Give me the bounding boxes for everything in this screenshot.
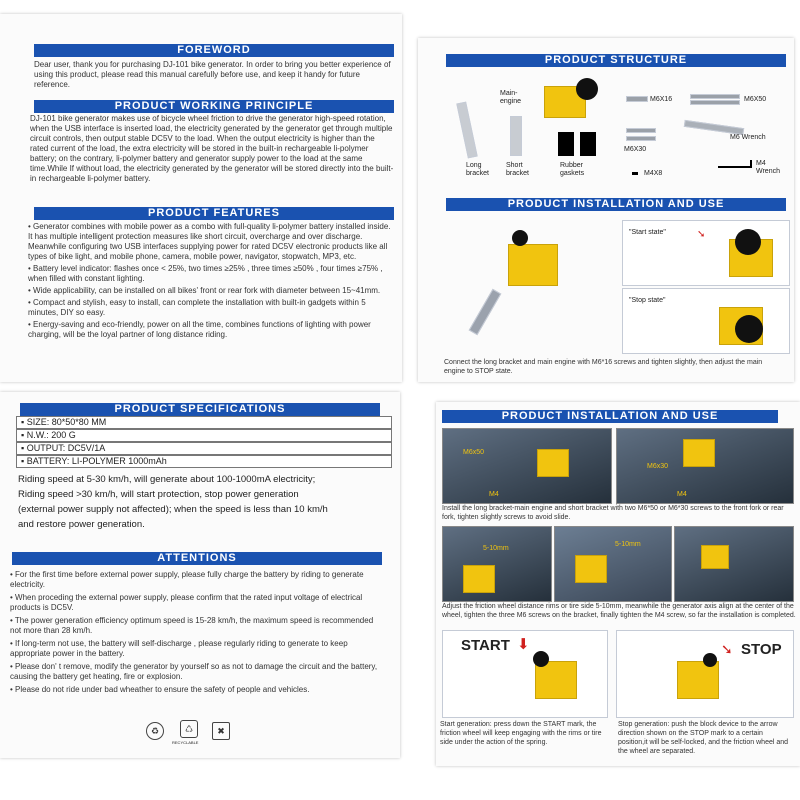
structure-header: PRODUCT STRUCTURE — [446, 54, 786, 67]
start-caption: Start generation: press down the START mark, the friction wheel will keep engaging with the rims or tire side under the action of the spring. — [440, 721, 602, 746]
start-state-label: "Start state" — [629, 229, 666, 236]
m6x30-screw-image — [626, 128, 656, 133]
main-engine-knob — [576, 78, 598, 100]
weee-bin-icon: ✖ — [212, 722, 230, 740]
engine-in-photo — [537, 449, 569, 477]
install2-caption1: Install the long bracket-main engine and short bracket with two M6*50 or M6*30 screws to the front fork or rear fork, tighten slightly screws to avoid slide. — [442, 505, 784, 521]
install1-header: PRODUCT INSTALLATION AND USE — [446, 198, 786, 211]
m6x30-label: M6X30 — [624, 146, 647, 153]
start-state-panel — [622, 220, 790, 286]
long-bracket-image — [456, 102, 477, 159]
install2-header: PRODUCT INSTALLATION AND USE — [442, 410, 778, 423]
long-bracket-label: Long bracket — [466, 162, 489, 177]
foreword-text: Dear user, thank you for purchasing DJ-101 bike generator. In order to bring you better experience of using this product, please read this manual carefully before use, and keep it handy for future reference. — [34, 60, 391, 89]
stop-caption: Stop generation: push the block device to the arrow direction shown on the STOP mark to a certain position,it will be self-locked, and the friction wheel and the wheel are separated. — [618, 721, 789, 755]
recyclable-icon: ♺ — [180, 720, 198, 738]
m6-wrench-image — [684, 120, 744, 135]
stop-knob — [703, 653, 717, 667]
m6x30-photo-label: M6x30 — [647, 463, 669, 470]
attention-item: • If long-term not use, the battery will self-discharge , please regularly riding to generate to keep appropriate power in the battery. — [10, 639, 348, 658]
features-list — [28, 222, 394, 340]
install-photo-4 — [554, 526, 672, 602]
install-photo-1 — [442, 428, 612, 504]
rubber-gaskets-label: Rubber gaskets — [560, 162, 585, 177]
stop-engine — [677, 661, 719, 699]
product-knob — [512, 230, 528, 246]
m4-wrench-image — [750, 160, 752, 168]
product-image — [508, 244, 558, 286]
feature-item: • Wide applicability, can be installed on all bikes' front or rear fork with diameter between 15~41mm. — [28, 286, 381, 295]
m6x16-screw-image — [626, 96, 648, 102]
install-photo-5 — [674, 526, 794, 602]
m6x50-screw-image — [690, 94, 740, 99]
left-bottom-sheet — [0, 392, 400, 758]
stop-right-arrow-icon: ➘ — [721, 641, 733, 657]
stop-state-label: "Stop state" — [629, 297, 666, 304]
stop-state-panel — [622, 288, 790, 354]
feature-item: • Energy-saving and eco-friendly, power on all the time, combines functions of lighting with power charging, will be the loyal partner of long distance riding. — [28, 320, 371, 339]
specs-header: PRODUCT SPECIFICATIONS — [20, 403, 380, 416]
mm-photo-label: 5-10mm — [483, 545, 509, 552]
engine-in-photo — [701, 545, 729, 569]
install-photo-2 — [616, 428, 794, 504]
stop-panel — [616, 630, 794, 718]
attention-item: • For the first time before external power supply, please fully charge the battery by riding to generate electricity. — [10, 570, 364, 589]
start-down-arrow-icon: ⬇ — [517, 636, 530, 653]
m4x8-label: M4X8 — [644, 170, 663, 177]
engine-in-photo — [575, 555, 607, 583]
start-panel — [442, 630, 608, 718]
start-knob — [533, 651, 549, 667]
short-bracket-label: Short bracket — [506, 162, 529, 177]
start-arrow-icon: ➘ — [697, 229, 706, 240]
engine-in-photo — [463, 565, 495, 593]
features-header: PRODUCT FEATURES — [34, 207, 394, 220]
m6x30-screw-image — [626, 136, 656, 141]
m4-wrench-label: M4 Wrench — [756, 160, 780, 175]
rubber-gasket-image — [558, 132, 574, 156]
right-top-sheet — [418, 38, 794, 382]
main-engine-label: Main- engine — [500, 90, 522, 105]
recycle-icon: ♻ — [146, 722, 164, 740]
short-bracket-image — [510, 116, 522, 156]
m4-photo-label: M4 — [489, 491, 499, 498]
mm-photo-label: 5-10mm — [615, 541, 641, 548]
spec-row: ▪ N.W.: 200 G — [16, 429, 392, 442]
attention-item: • Please don' t remove, modify the generator by yourself so as not to damage the circuit and the battery, causing the battery get heating, fire or explosion. — [10, 662, 378, 681]
working-principle-header: PRODUCT WORKING PRINCIPLE — [34, 100, 394, 113]
attentions-header: ATTENTIONS — [12, 552, 382, 565]
attention-item: • Please do not ride under bad wheather to ensure the safety of people and vehicles. — [10, 685, 310, 694]
m4-wrench-image — [718, 166, 752, 168]
m6x50-label: M6X50 — [744, 96, 767, 103]
install2-caption2: Adjust the friction wheel distance rims or tire side 5-10mm, meanwhile the generator axis align at the center of the wheel, tighten the three M6 screws on the bracket, finally tighten the M4 screw, so far the installation is completed. — [442, 603, 796, 619]
attention-item: • The power generation efficiency optimum speed is 15-28 km/h, the maximum speed is recommended not more than 28 km/h. — [10, 616, 374, 635]
attention-item: • When proceding the external power supply, please confirm that the rated input voltage of electrical products is DC5V. — [10, 593, 363, 612]
install1-caption: Connect the long bracket and main engine with M6*16 screws and tighten slightly, then adjust the main engine to STOP state. — [444, 359, 763, 375]
spec-note: and restore power generation. — [18, 519, 145, 530]
spec-row: ▪ SIZE: 80*50*80 MM — [16, 416, 392, 429]
m6x50-photo-label: M6x50 — [463, 449, 485, 456]
stop-label: STOP — [741, 641, 782, 658]
m6x50-screw-image — [690, 100, 740, 105]
spec-row: ▪ BATTERY: LI-POLYMER 1000mAh — [16, 455, 392, 468]
m4-photo-label: M4 — [677, 491, 687, 498]
working-principle-text: DJ-101 bike generator makes use of bicycle wheel friction to drive the generator high-speed rotation, when the USB interface is inserted load, the electricity generated by the generator get through multiple circuit controls, then output stable DC5V to the load. When the output electricity is higher than the rated current of the load, the extra electricity will be stored in the built-in rechargeable li-polymer battery; on the contrary, li-polymer battery and generator supply power to the load at the same time.While If without load, the electricity generated by the generator will be stored directly into the built-in rechargeable li-polymer battery. — [30, 114, 394, 183]
stop-state-knob — [735, 315, 763, 343]
right-bottom-sheet — [436, 402, 800, 766]
feature-item: • Battery level indicator: flashes once < 25%, two times ≥25% , three times ≥50% , four times ≥75% , when filled with constant lighting. — [28, 264, 383, 283]
left-top-sheet — [0, 14, 402, 382]
spec-row: ▪ OUTPUT: DC5V/1A — [16, 442, 392, 455]
start-label: START — [461, 637, 510, 654]
feature-item: • Compact and stylish, easy to install, can complete the installation with built-in gadgets within 5 minutes, DIY so easy. — [28, 298, 366, 317]
recyclable-label: RECYCLABLE — [172, 740, 199, 745]
feature-item: • Generator combines with mobile power as a combo with full-quality li-polymer battery installed inside. It has multiple intelligent protection measures like short circuit, overcharge and over discharge. Meanwhile configuring two USB interfaces supplying power for rated DC5V electronic products like all types of bike light, and mobile phone, camera, mobile power, navigator, stopwatch, MP3, etc. — [28, 222, 391, 261]
spec-note: (external power supply not affected); when the speed is less than 10 km/h — [18, 504, 328, 515]
install-photo-3 — [442, 526, 552, 602]
spec-note: Riding speed >30 km/h, will start protection, stop power generation — [18, 489, 299, 500]
spec-notes — [18, 472, 388, 532]
m6-wrench-label: M6 Wrench — [730, 134, 766, 141]
start-state-knob — [735, 229, 761, 255]
rubber-gasket-image — [580, 132, 596, 156]
m6x16-label: M6X16 — [650, 96, 673, 103]
attentions-list — [10, 570, 382, 695]
product-bracket-image — [469, 289, 502, 336]
spec-note: Riding speed at 5-30 km/h, will generate about 100-1000mA electricity; — [18, 474, 316, 485]
foreword-header: FOREWORD — [34, 44, 394, 57]
m4x8-screw-image — [632, 172, 638, 175]
engine-in-photo — [683, 439, 715, 467]
